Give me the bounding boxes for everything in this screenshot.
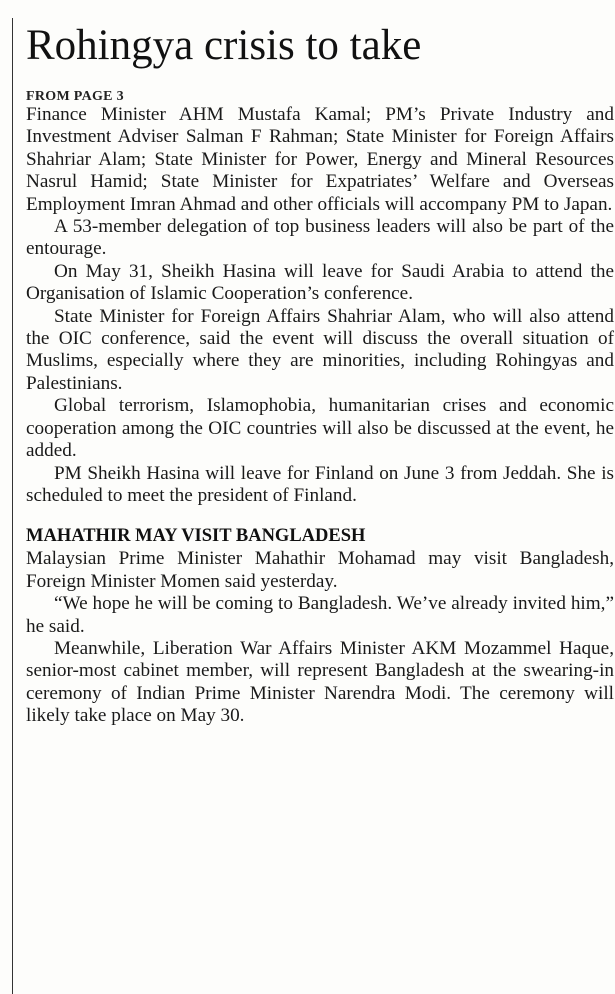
paragraph: Global terrorism, Islamophobia, humanitarian crises and economic cooperation among the OIC countries will also be discussed at the event, he added. [26, 395, 614, 462]
article-column [26, 20, 614, 728]
subheading: MAHATHIR MAY VISIT BANGLADESH [26, 526, 366, 547]
paragraph: PM Sheikh Hasina will leave for Finland on June 3 from Jeddah. She is scheduled to meet the president of Finland. [26, 462, 614, 506]
paragraph: On May 31, Sheikh Hasina will leave for Saudi Arabia to attend the Organisation of Islamic Cooperation’s conference. [26, 260, 614, 305]
jump-line: FROM PAGE 3 [26, 89, 124, 104]
paragraph: “We hope he will be coming to Bangladesh. We’ve already invited him,” he said. [26, 593, 614, 637]
paragraph: Meanwhile, Liberation War Affairs Minister AKM Mozammel Haque, senior-most cabinet member, will represent Bangladesh at the swearing-in ceremony of Indian Prime Minister Narendra Modi. The ceremony will likely take place on May 30. [26, 637, 614, 727]
column-divider-rule [12, 18, 13, 994]
paragraph: Finance Minister AHM Mustafa Kamal; PM’s Private Industry and Investment Adviser Salman F Rahman; State Minister for Foreign Affairs Shahriar Alam; State Minister for Power, Energy and Mineral Resources Nasrul Hamid; State Minister for Expatriates’ Welfare and Overseas Employment Imran Ahmad and other officials will accompany PM to Japan. [26, 104, 614, 215]
paragraph: State Minister for Foreign Affairs Shahriar Alam, who will also attend the OIC conference, said the event will discuss the overall situation of Muslims, especially where they are minorities, including Rohingyas and Palestinians. [26, 305, 614, 394]
paragraph: Malaysian Prime Minister Mahathir Mohamad may visit Bangladesh, Foreign Minister Momen said yesterday. [26, 548, 614, 592]
headline: Rohingya crisis to take [26, 22, 422, 69]
paragraph: A 53-member delegation of top business leaders will also be part of the entourage. [26, 216, 614, 260]
